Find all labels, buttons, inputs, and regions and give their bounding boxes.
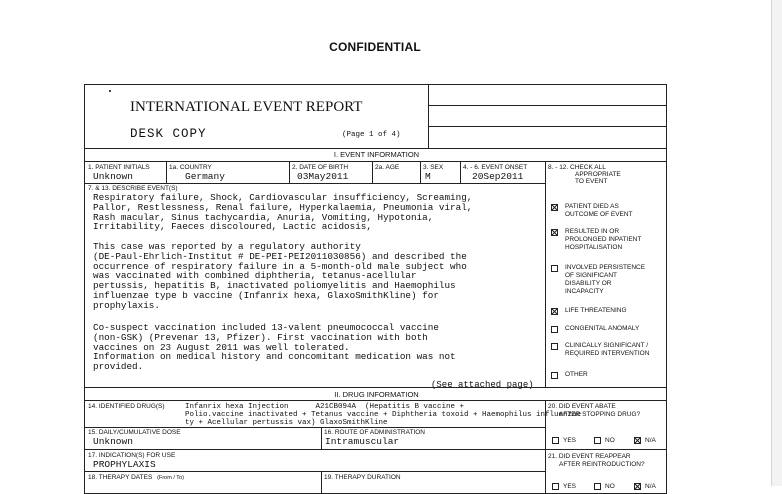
rule	[85, 400, 667, 401]
rule	[85, 471, 545, 472]
therapy-duration-label: 19. THERAPY DURATION	[324, 474, 401, 481]
abate-label-2: AFTER STOPPING DRUG?	[559, 411, 641, 418]
header-row-line	[428, 126, 667, 127]
reappear-na-label: N/A	[645, 483, 656, 490]
identified-drugs-label: 14. IDENTIFIED DRUG(S)	[88, 403, 165, 410]
divider	[372, 161, 373, 183]
section-drug-information: II. DRUG INFORMATION	[334, 390, 419, 399]
abate-yes-checkbox[interactable]	[552, 437, 559, 444]
rule	[85, 148, 667, 149]
divider	[420, 161, 421, 183]
check-appropriate-label-2: APPROPRIATE	[575, 171, 621, 178]
header-divider	[428, 85, 429, 148]
therapy-dates-label	[88, 474, 184, 482]
header-dot	[109, 90, 111, 92]
identified-drug-text: Infanrix hexa Injection A21CB094A (Hepatitis B vaccine + Polio.vaccine inactivated + Tetanus vaccine + Diphtheria toxoid + Haemophilus influenzae ty + Acellular pertussis vax) GlaxoSmithKline	[185, 403, 582, 427]
event-onset-value: 20Sep2011	[472, 171, 524, 182]
check-appropriate-label-3: TO EVENT	[575, 178, 608, 185]
outcome-label: INVOLVED PERSISTENCE OF SIGNIFICANT DISABILITY OR INCAPACITY	[565, 264, 646, 295]
patient-initials-label: 1. PATIENT INITIALS	[88, 164, 150, 171]
age-label: 2a. AGE	[375, 164, 400, 171]
divider	[289, 161, 290, 183]
abate-na-checkbox[interactable]	[634, 437, 641, 444]
divider	[460, 161, 461, 183]
vertical-scrollbar[interactable]	[771, 0, 782, 486]
reappear-yes-checkbox[interactable]	[552, 483, 559, 490]
therapy-dates-label-text: 18. THERAPY DATES	[88, 474, 153, 481]
rule	[85, 161, 667, 162]
outcome-checkbox[interactable]	[551, 343, 558, 350]
page-indicator: (Page 1 of 4)	[342, 131, 401, 139]
divider	[166, 161, 167, 183]
dob-label: 2. DATE OF BIRTH	[292, 164, 349, 171]
reappear-na-checkbox[interactable]	[634, 483, 641, 490]
confidential-heading: CONFIDENTIAL	[329, 40, 421, 54]
outcome-checkbox[interactable]	[551, 265, 558, 272]
reappear-label-2: AFTER REINTRODUCTION?	[559, 461, 645, 468]
abate-no-checkbox[interactable]	[594, 437, 601, 444]
event-report-form	[84, 84, 667, 494]
event-onset-label: 4. - 6. EVENT ONSET	[463, 164, 528, 171]
divider	[545, 161, 546, 387]
report-subtitle: DESK COPY	[130, 127, 207, 141]
abate-label-1: 20. DID EVENT ABATE	[548, 403, 616, 410]
outcome-checkbox[interactable]	[551, 372, 558, 379]
outcome-checkbox[interactable]	[551, 204, 558, 211]
reappear-yes-label: YES	[563, 483, 577, 490]
abate-no-label: NO	[605, 437, 615, 444]
daily-dose-label: 15. DAILY/CUMULATIVE DOSE	[88, 429, 181, 436]
daily-dose-value: Unknown	[93, 436, 133, 447]
rule	[85, 427, 545, 428]
outcome-label: PATIENT DIED AS OUTCOME OF EVENT	[565, 203, 633, 218]
describe-events-label: 7. & 13. DESCRIBE EVENT(S)	[88, 185, 178, 192]
sex-value: M	[425, 171, 431, 182]
see-attached-link[interactable]: (See attached page)	[431, 380, 534, 390]
route-value: Intramuscular	[325, 436, 400, 447]
country-value: Germany	[185, 171, 225, 182]
therapy-dates-sub: (From / To)	[157, 475, 184, 481]
rule	[85, 449, 667, 450]
reappear-label-1: 21. DID EVENT REAPPEAR	[548, 453, 631, 460]
outcome-label: RESULTED IN OR PROLONGED INPATIENT HOSPITALISATION	[565, 228, 642, 251]
outcome-label: OTHER	[565, 371, 588, 378]
outcome-label: CONGENITAL ANOMALY	[565, 325, 640, 332]
country-label: 1a. COUNTRY	[169, 164, 212, 171]
outcome-checkbox[interactable]	[551, 229, 558, 236]
check-appropriate-label-1: 8. - 12. CHECK ALL	[548, 164, 606, 171]
case-narrative-1: This case was reported by a regulatory authority (DE-Paul-Ehrlich-Institut # DE-PEI-PEI2011030856) and described the occurrence of respiratory failure in a 5-month-old male subject who was vaccinated with combined diphtheria, tetanus-acellular pertussis, hepatitis B, inactivated poliomyelitis and Haemophilus influenzae type b vaccine (Infanrix hexa, GlaxoSmithKline) for prophylaxis.	[93, 241, 467, 311]
section-event-information: I. EVENT INFORMATION	[333, 150, 420, 159]
reappear-no-label: NO	[605, 483, 615, 490]
event-terms: Respiratory failure, Shock, Cardiovascular insufficiency, Screaming, Pallor, Restlessness, Renal failure, Hyperkalaemia, Pneumonia viral, Rash macular, Sinus tachycardia, Anuria, Vomiting, Hypotonia, Irritability, Faeces discoloured, Lactic acidosis,	[93, 192, 473, 233]
header-row-line	[428, 105, 667, 106]
outcome-label: CLINICALLY SIGNIFICANT / REQUIRED INTERVENTION	[565, 342, 650, 357]
indication-label: 17. INDICATION(S) FOR USE	[88, 452, 176, 459]
patient-initials-value: Unknown	[93, 171, 133, 182]
rule	[85, 183, 545, 184]
abate-yes-label: YES	[563, 437, 577, 444]
abate-na-label: N/A	[645, 437, 656, 444]
sex-label: 3. SEX	[423, 164, 444, 171]
divider	[321, 427, 322, 449]
divider	[321, 471, 322, 494]
dob-value: 03May2011	[297, 171, 349, 182]
indication-value: PROPHYLAXIS	[93, 459, 156, 470]
outcome-checkbox[interactable]	[551, 308, 558, 315]
case-narrative-2: Co-suspect vaccination included 13-valent pneumococcal vaccine (non-GSK) (Prevenar 13, Pfizer). First vaccination with both vaccines on 23 August 2011 was well tolerated. Information on medical history and concomitant medication was not provided.	[93, 322, 456, 373]
rule	[85, 387, 667, 388]
report-title: INTERNATIONAL EVENT REPORT	[130, 99, 363, 115]
reappear-no-checkbox[interactable]	[594, 483, 601, 490]
outcome-label: LIFE THREATENING	[565, 307, 627, 314]
outcome-checkbox[interactable]	[551, 326, 558, 333]
route-label: 16. ROUTE OF ADMINISTRATION	[324, 429, 426, 436]
